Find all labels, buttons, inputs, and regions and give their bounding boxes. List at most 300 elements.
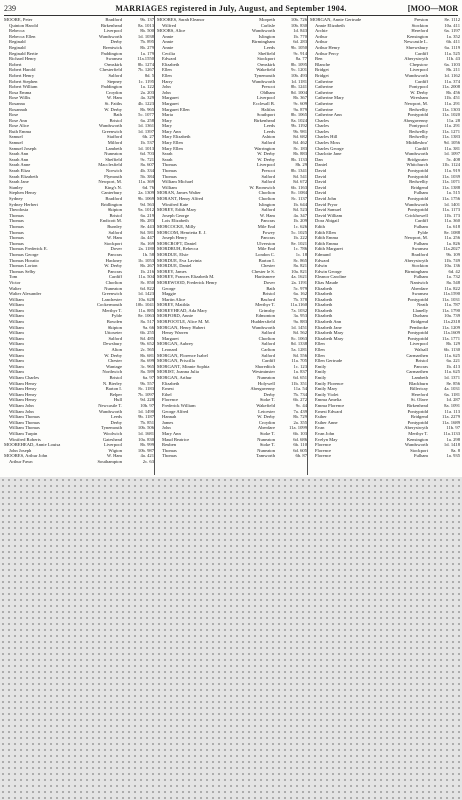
entry-reference: 1b. 58 [142,251,154,257]
entry-name: Elizabeth [315,291,333,297]
entry-reference: 9d. 563 [140,201,154,207]
entry-name: MOORES, Arthur John [4,453,48,459]
entry-reference: 8b. 267 [140,263,154,269]
entry-district: Birmingham [251,39,275,45]
entry-district: Bridgend [410,414,428,420]
entry-name: Thomas Selby [9,268,36,274]
entry-district: Kensington [406,33,428,39]
entry-district: Ecclesall B. [253,100,275,106]
entry-reference: 6a. 162 [293,291,307,297]
entry-district: Preston [414,17,428,22]
entry-name: William Thomas [9,419,40,425]
entry-district: Lambeth [411,375,428,380]
entry-name: Arthur Henry [315,44,340,50]
entry-reference: 8c. 183 [293,145,307,151]
entry-name: Tom [9,274,18,280]
entry-reference: 11a. 381 [444,145,460,151]
entry-reference: 6a. 221 [446,358,460,364]
entry-reference: 11a. 625 [444,369,460,375]
entry-reference: 1c. 123 [293,363,307,369]
entry-district: Stoke T. [259,430,275,436]
entry-name: MORGAN, Aubrey [157,341,194,347]
page-number: 239 [4,4,16,13]
entry-district: Liverpool [103,442,122,448]
entry-district: Hereford [411,28,428,34]
entry-reference: 11b. 451 [444,95,460,101]
entry-reference: 11b. 351 [291,380,307,386]
entry-district: Salford [261,341,275,347]
entry-district: Bristol [262,291,275,297]
entry-name: Elizabeth [162,61,180,67]
entry-name: Elizabeth [315,302,333,308]
entry-name: MOREWOOD, Frederick Henry [157,279,218,285]
entry-reference: 9a. 66 [142,324,154,330]
entry-name: Catherine [315,100,333,106]
entry-reference: 11a. 1771 [442,335,460,341]
entry-district: Alton [111,347,122,353]
entry-name: William [9,330,24,336]
entry-reference: 8c. 1137 [291,196,307,201]
entry-district: Plymouth [104,173,122,179]
entry-name: Florence [162,397,179,403]
entry-name: MORDUE, Eva Lavinia [157,257,202,263]
entry-name: David [315,179,327,185]
entry-name: Walter Alexander [9,291,42,297]
entry-name: Ellen [162,67,172,73]
entry-district: Croydon [258,419,275,425]
entry-district: Newport, M. [404,235,428,241]
entry-district: Holywell [257,380,275,386]
entry-reference: 7b. 378 [293,296,307,302]
entry-district: Birkenhead [253,117,275,123]
entry-district: Nuneaton [257,436,275,442]
entry-name: Blanche [315,61,331,67]
entry-district: Fylde [111,313,122,319]
entry-reference: 5c. 979 [293,285,307,291]
entry-name: Stephen Henry [9,190,37,196]
entry-district: Aberdare [410,285,428,291]
entry-district: Wandsworth [251,78,275,84]
entry-name: William [9,307,24,313]
entry-name: Joseph George [162,212,190,218]
entry-reference: 9b. 557 [140,380,154,386]
entry-name: Walter [9,285,22,291]
entry-district: London C. [255,251,275,257]
entry-reference: 7b. 851 [140,419,154,425]
entry-name: Reuben [162,442,177,448]
entry-district: Bedwellty [409,134,428,140]
entry-district: W. Derby [257,414,275,420]
entry-district: Bridlington [100,201,122,207]
scan-background [0,477,462,800]
entry-district: St. Faiths [104,100,122,106]
entry-reference: 11a. 28 [446,117,460,123]
entry-district: Fulham [413,240,428,246]
entry-reference: 5c. 1077 [138,112,154,118]
entry-name: Victor [9,279,21,285]
entry-reference: 8b. 279 [140,44,154,50]
entry-name: Elizabeth [315,285,333,291]
entry-district: W. Derby [257,151,275,157]
entry-name: Evelyn May [315,436,338,442]
entry-reference: 11a. 1039 [442,173,460,179]
entry-name: Rose Ann [9,117,27,123]
entry-district: Dover [110,246,122,252]
entry-reference: 1d. 1181 [291,78,307,84]
entry-district: Birkenhead [100,22,122,28]
entry-district: Wakefield [256,402,275,408]
entry-name: Emily Violet [315,391,339,397]
entry-name: John [162,425,171,431]
header-rule [4,15,458,16]
entry-reference: 11a. 787 [444,302,460,308]
entry-name: Samuel [9,140,23,146]
entry-district: Pancras [413,363,428,369]
entry-name: Margaret [162,335,179,341]
entry-reference: 11a. 256 [444,235,460,241]
entry-district: Salford [261,140,275,146]
entry-district: Uttoxeter [104,330,122,336]
entry-reference: 8b. 29 [295,162,307,168]
entry-name: William [162,184,177,190]
entry-district: Stockton [411,22,428,28]
entry-reference: 11a.2027 [443,246,460,252]
entry-name: Maud Beatrice [162,436,190,442]
page-title: MARRIAGES registered in July, August, and September 1904. [115,4,347,13]
entry-reference: 11a. 1099 [289,425,307,431]
entry-district: Tynemouth [254,72,275,78]
entry-name: Rose [9,112,19,118]
entry-name: Archie [315,28,328,34]
entry-name: Rebecca Ellen [9,33,36,39]
entry-district: Aberystwyth [404,257,428,263]
column-divider [154,16,155,475]
entry-district: W. Derby [257,156,275,162]
entry-district: Wandsworth [98,123,122,129]
entry-reference: 7b. 895 [140,39,154,45]
entry-reference: 4b. 334 [140,168,154,174]
entry-district: Mile End [257,246,275,252]
column-divider [307,16,308,475]
entry-reference: 9b. 1050 [290,44,307,50]
entry-district: Durham [412,313,428,319]
entry-district: W. Ham [259,212,275,218]
entry-reference: 11a.1133 [443,430,460,436]
entry-district: Carmarthen [406,369,428,375]
entry-district: Fulham [413,223,428,229]
entry-name: William Thomas [9,414,40,420]
entry-district: Pontypridd [407,196,428,201]
entry-district: Chorlton [258,196,275,201]
entry-district: W. Bromwich [249,184,275,190]
entry-district: Whitchurch [406,162,428,168]
entry-name: Rosa Emma [9,89,32,95]
entry-district: Southport [256,112,275,118]
entry-name: MORDUE, Elsie [157,251,189,257]
entry-district: Bedwellty [409,128,428,134]
entry-name: Sarah Eliza [9,168,31,174]
entry-name: Stanley [9,184,23,190]
entry-district: Bath [113,112,122,118]
entry-reference: 11a. 885 [138,307,154,313]
entry-district: Basford [260,296,275,302]
entry-district: Stockport [104,240,122,246]
entry-reference: 8c. 1084 [291,190,307,196]
entry-name: William [9,302,24,308]
entry-name: MORCOCKE, Milly [157,223,196,229]
entry-reference: 11a. 369 [138,179,154,185]
entry-name: Richard Henry [9,56,37,62]
entry-reference: 1d. 1371 [443,375,460,380]
entry-name: Robert Henry [9,72,35,78]
entry-name: Elizabeth Ann [315,319,342,325]
entry-name: Annie [162,44,174,50]
entry-name: Joseph Henry [162,235,188,241]
entry-name: George [162,285,176,291]
entry-reference: 9b. 652 [140,341,154,347]
entry-reference: 11a. 1020 [442,112,460,118]
entry-district: Woolwich [103,430,122,436]
entry-district: Cardiff [414,218,428,224]
entry-name: David [315,184,327,190]
entry-reference: 4a. 421 [140,453,154,459]
entry-reference: 6a. 1197 [444,28,460,34]
entry-district: Islington [258,33,275,39]
index-entry [310,453,460,459]
entry-reference: 10b. 97 [140,402,154,408]
entry-reference: 9b. 1187 [138,414,154,420]
entry-district: Carmarthen [406,352,428,358]
entry-district: Hull [113,397,122,403]
entry-reference: 11a. 1790 [442,307,460,313]
entry-district: Nuneaton [257,447,275,453]
entry-name: Margaret [162,95,179,101]
entry-district: Cardiff [108,274,122,280]
entry-reference: 8d. 1338 [290,341,307,347]
entry-name: Robert [9,61,22,67]
entry-reference: 5b. 384 [140,173,154,179]
entry-district: Chorlton [258,335,275,341]
entry-reference: 1a. 732 [446,274,460,280]
entry-district: Birmingham [404,268,428,274]
entry-reference: 11b. 1124 [441,162,460,168]
entry-district: Sheffield [105,156,122,162]
entry-reference: 6d. 822 [140,285,154,291]
entry-reference: 1b. 216 [140,268,154,274]
entry-district: Bridgwater [407,156,428,162]
entry-district: N. Bierley [102,380,122,386]
entry-reference: 4a. 1621 [291,274,307,280]
entry-reference: 10b. 830 [290,22,307,28]
entry-reference: 6a. 97 [142,375,154,380]
entry-reference: 1c. 626 [293,223,307,229]
entry-name: MORGAN, Annie Gertrude [310,17,362,22]
entry-name: Thomas George [9,251,39,257]
entry-name: Charles [315,123,330,129]
entry-name: William Henry [9,380,37,386]
entry-district: Warrington [254,145,275,151]
entry-district: Chesterfield [99,67,122,73]
entry-district: W. Ham [106,453,122,459]
entry-name: Catherine Ann [315,112,342,118]
entry-reference: 8d. 5 [144,72,154,78]
entry-district: Bristol [109,375,122,380]
entry-reference: 8a. 77 [295,56,307,62]
entry-reference: 4a. 329 [140,95,154,101]
entry-reference: 1d. 1490 [137,408,154,414]
entry-district: Westminster [252,369,275,375]
index-entry [157,453,307,459]
entry-name: Robert William [9,84,38,90]
entry-name: Thomas Frederick E. [9,246,48,252]
entry-district: Aberystwyth [404,56,428,62]
entry-reference: 11b. 43 [446,56,460,62]
entry-district: Shoreditch [255,363,275,369]
entry-name: William Thomas [9,425,40,431]
entry-district: Liverpool [409,67,428,73]
entry-district: Edmonton [255,313,275,319]
entry-name: Reginald Bertie [9,50,38,56]
entry-district: Salford [261,330,275,336]
entry-reference: 6d. 686 [293,436,307,442]
entry-reference: 11a.1609 [443,330,460,336]
entry-reference: 11b. 173 [444,212,460,218]
entry-reference: 6d. 703 [140,151,154,157]
entry-name: Catherine [315,84,333,90]
entry-reference: 6d. 651 [293,375,307,380]
entry-district: Leeds [264,44,275,50]
entry-reference: 8d. 581 [140,229,154,235]
entry-name: David John [315,196,337,201]
entry-district: Nuneaton [104,151,122,157]
entry-name: Henry Warren [162,330,188,336]
entry-name: William [9,296,24,302]
entry-district: Lanchester [101,296,122,302]
entry-reference: 11a. 113 [444,408,460,414]
entry-name: Eleanor Caroline [315,274,347,280]
entry-reference: 11a. 374 [444,78,460,84]
entry-district: Canterbury [101,190,122,196]
entry-name: Edmund [315,251,331,257]
entry-district: Huddersfield [251,319,275,325]
entry-reference: 11a. 1209 [442,324,460,330]
entry-reference: 8b. 456 [446,89,460,95]
entry-reference: 8b. 283 [140,218,154,224]
entry-district: Cardiff [414,145,428,151]
entry-name: Catherine Mary [315,95,344,101]
entry-district: Leicester [258,408,275,414]
entry-reference: 2c. 63 [142,458,154,464]
entry-district: Abergavenny [403,117,428,123]
entry-name: Frederick William [162,402,196,408]
entry-reference: 8d. 562 [293,330,307,336]
entry-reference: 8b. 500 [140,28,154,34]
entry-reference: 11b. 97 [446,425,460,431]
entry-reference: 9c. 609 [293,100,307,106]
entry-name: John [162,89,171,95]
entry-reference: 11a.1590 [443,291,460,297]
entry-district: Nantwich [410,279,428,285]
entry-district: Llanelly [412,307,428,313]
entry-name: Charles [315,117,330,123]
entry-reference: 8b. 1274 [137,61,154,67]
entry-name: Arthur Percy [315,50,339,56]
entry-reference: 10a. 628 [138,296,154,302]
entry-name: MOREY, James [157,268,187,274]
entry-district: Wandsworth [404,201,428,207]
entry-reference: 8a. 8 [451,447,460,453]
entry-name: Wilfred [162,22,177,28]
entry-name: MOORS, Alice [157,28,186,34]
entry-reference: 4a. 447 [140,235,154,241]
entry-reference: 1d. 1451 [290,324,307,330]
entry-reference: 11a. 504 [138,274,154,280]
entry-name: Sarah Anne [9,162,31,168]
entry-district: W. Derby [410,89,428,95]
entry-reference: 11a. 1388 [442,184,460,190]
entry-name: Elizabeth Mary [315,335,344,341]
entry-reference: 8b. 211 [446,67,460,73]
entry-district: Merthyr T. [255,302,275,308]
entry-name: William Michael [162,179,194,185]
entry-district: W. Derby [104,106,122,112]
entry-name: Reginald [9,39,26,45]
entry-reference: 8b. 999 [140,442,154,448]
entry-name: John Joseph [9,447,32,453]
entry-district: King's N. [104,184,122,190]
entry-name: Samuel [9,134,23,140]
entry-name: Daniel [315,162,328,168]
entry-name: Emma Florence [315,402,345,408]
entry-reference: 1a. 618 [446,223,460,229]
entry-district: Oldham [260,89,275,95]
entry-name: Arthur [315,33,328,39]
entry-reference: 10a. 830 [138,436,154,442]
entry-district: Barton I. [258,257,275,263]
entry-reference: 11a. 705 [291,358,307,364]
entry-name: James [162,419,174,425]
entry-name: Florence [315,447,332,453]
entry-name: Thomas [9,235,24,241]
entry-name: MORGANT, Minnie Sophia [157,363,210,369]
entry-reference: 8c. 1063 [291,335,307,341]
entry-reference: 2a. 1180 [138,246,154,252]
entry-district: Bradford [411,251,428,257]
entry-name: George Alfred [162,408,189,414]
entry-district: Liverpool [256,95,275,101]
entry-reference: 10b. 493 [290,72,307,78]
entry-district: Blackburn [408,380,428,386]
entry-reference: 7a. 439 [293,408,307,414]
entry-district: Wandsworth [404,442,428,448]
entry-reference: 6b. 272 [293,397,307,403]
entry-name: William Henry [9,397,37,403]
entry-reference: 11a. 2008 [442,84,460,90]
entry-name: Emily Mary [315,386,338,392]
entry-name: MORDUE, Daniel [157,263,192,269]
entry-district: Dewsbury [103,341,122,347]
entry-name: Reginald [9,44,26,50]
entry-district: Salford [261,173,275,179]
entry-district: Barton I. [105,386,122,392]
entry-name: Emily [315,369,327,375]
entry-district: Salford [108,229,122,235]
entry-name: Catherine [315,89,333,95]
entry-district: Fowey [262,229,275,235]
entry-district: Stafford [107,134,122,140]
entry-reference: 1a. 935 [446,453,460,459]
entry-name: Ellen [162,72,172,78]
